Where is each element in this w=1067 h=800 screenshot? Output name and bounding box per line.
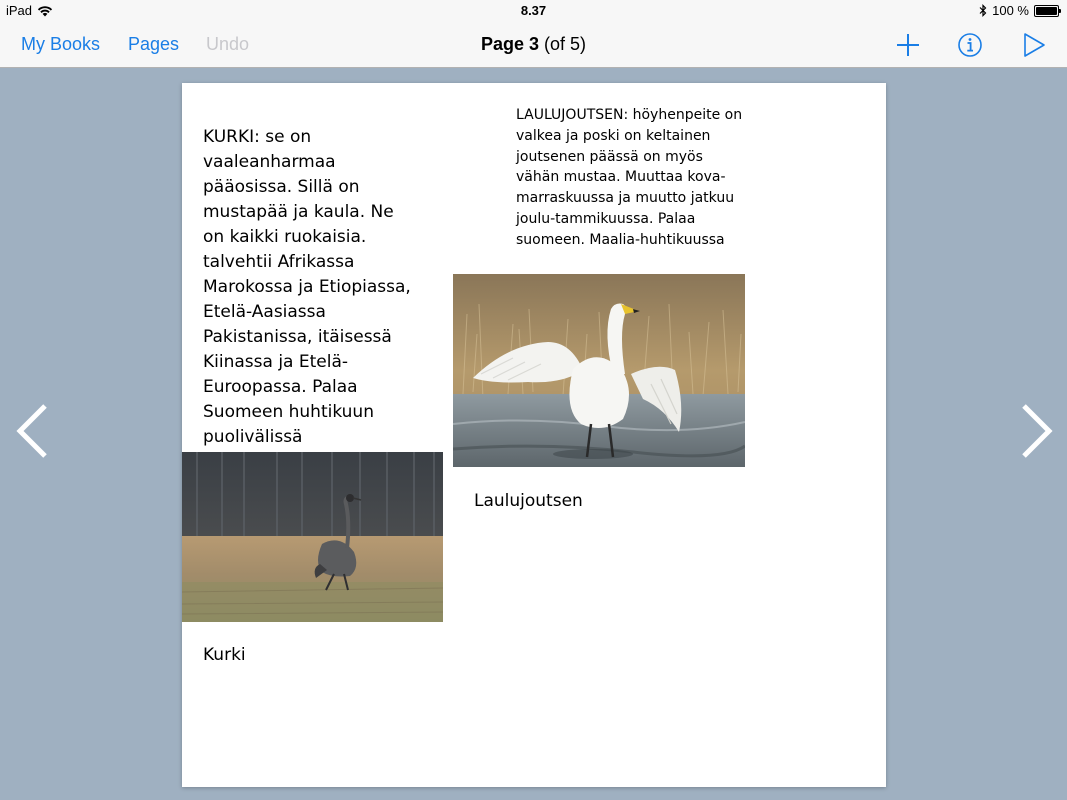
play-icon[interactable] <box>1020 31 1048 59</box>
navigation-bar <box>0 22 1067 68</box>
device-name: iPad <box>6 3 33 18</box>
swan-photo[interactable] <box>453 274 745 467</box>
undo-button[interactable]: Undo <box>206 34 250 54</box>
my-books-button[interactable]: My Books <box>21 34 101 54</box>
page-title-current: Page 3 <box>480 34 539 54</box>
battery-icon <box>1034 5 1059 17</box>
kurki-description[interactable]: KURKI: se on vaaleanharmaa pääosissa. Sillä on mustapää ja kaula. Ne on kaikki ruokaisia. talvehtii Afrikassa Marokossa ja Etiopiassa, Etelä-Aasiassa Pakistanissa, itäisessä Kiinassa ja Etelä-Euroopassa. Palaa Suomeen huhtikuun puolivälissä <box>203 127 411 447</box>
crane-caption[interactable]: Kurki <box>203 645 246 665</box>
battery-percent: 100 % <box>992 3 1029 18</box>
page-title-total: (of 5) <box>544 34 587 54</box>
info-icon[interactable] <box>956 31 984 59</box>
pages-button[interactable]: Pages <box>128 34 180 54</box>
swan-description[interactable]: LAULUJOUTSEN: höyhenpeite on valkea ja poski on keltainen joutsenen päässä on myös vähän mustaa. Muuttaa kova-marraskuussa ja muutto jatkuu joulu-tammikuussa. Palaa suomeen. Maalia-huhtikuussa <box>516 107 743 248</box>
bluetooth-icon <box>979 4 987 17</box>
chevron-left-icon[interactable] <box>12 400 52 462</box>
plus-icon[interactable] <box>894 31 922 59</box>
crane-photo[interactable] <box>182 452 443 622</box>
chevron-right-icon[interactable] <box>1017 400 1057 462</box>
status-bar <box>0 0 1067 22</box>
swan-caption[interactable]: Laulujoutsen <box>474 491 583 511</box>
book-page <box>182 83 886 787</box>
status-time: 8.37 <box>520 3 547 18</box>
